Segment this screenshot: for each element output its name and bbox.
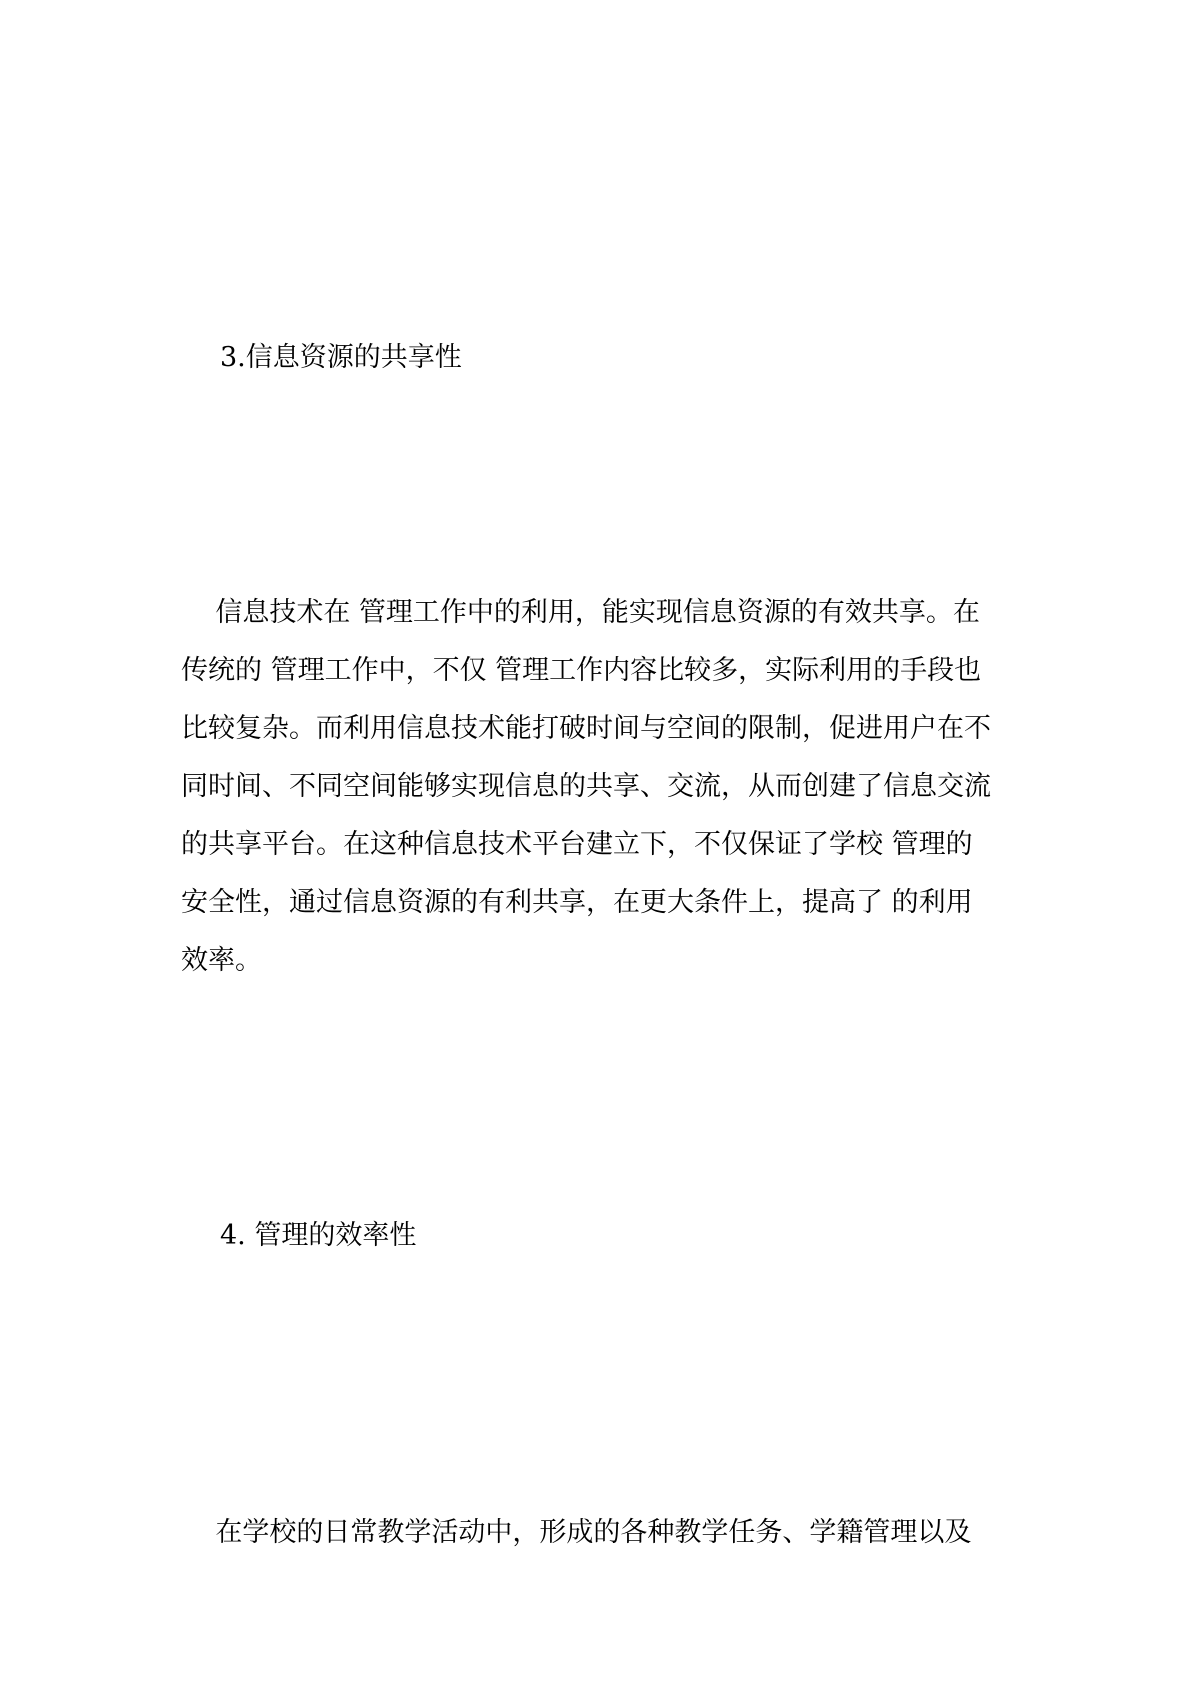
section-heading-3: 3.信息资源的共享性 <box>220 342 462 373</box>
section-heading-4: 4. 管理的效率性 <box>220 1220 417 1251</box>
paragraph-line: 安全性，通过信息资源的有利共享，在更大条件上，提高了 的利用 <box>181 887 973 918</box>
paragraph-line: 在学校的日常教学活动中，形成的各种教学任务、学籍管理以及 <box>181 1517 972 1548</box>
paragraph-line: 比较复杂。而利用信息技术能打破时间与空间的限制，促进用户在不 <box>181 713 991 744</box>
paragraph-line: 传统的 管理工作中，不仅 管理工作内容比较多，实际利用的手段也 <box>181 655 982 686</box>
paragraph-line: 信息技术在 管理工作中的利用，能实现信息资源的有效共享。在 <box>181 597 980 628</box>
paragraph-line: 同时间、不同空间能够实现信息的共享、交流，从而创建了信息交流 <box>181 771 991 802</box>
section-paragraph-3 <box>181 584 1021 990</box>
paragraph-line: 效率。 <box>181 945 262 976</box>
section-paragraph-4 <box>181 1504 1021 1562</box>
paragraph-line: 的共享平台。在这种信息技术平台建立下，不仅保证了学校 管理的 <box>181 829 973 860</box>
